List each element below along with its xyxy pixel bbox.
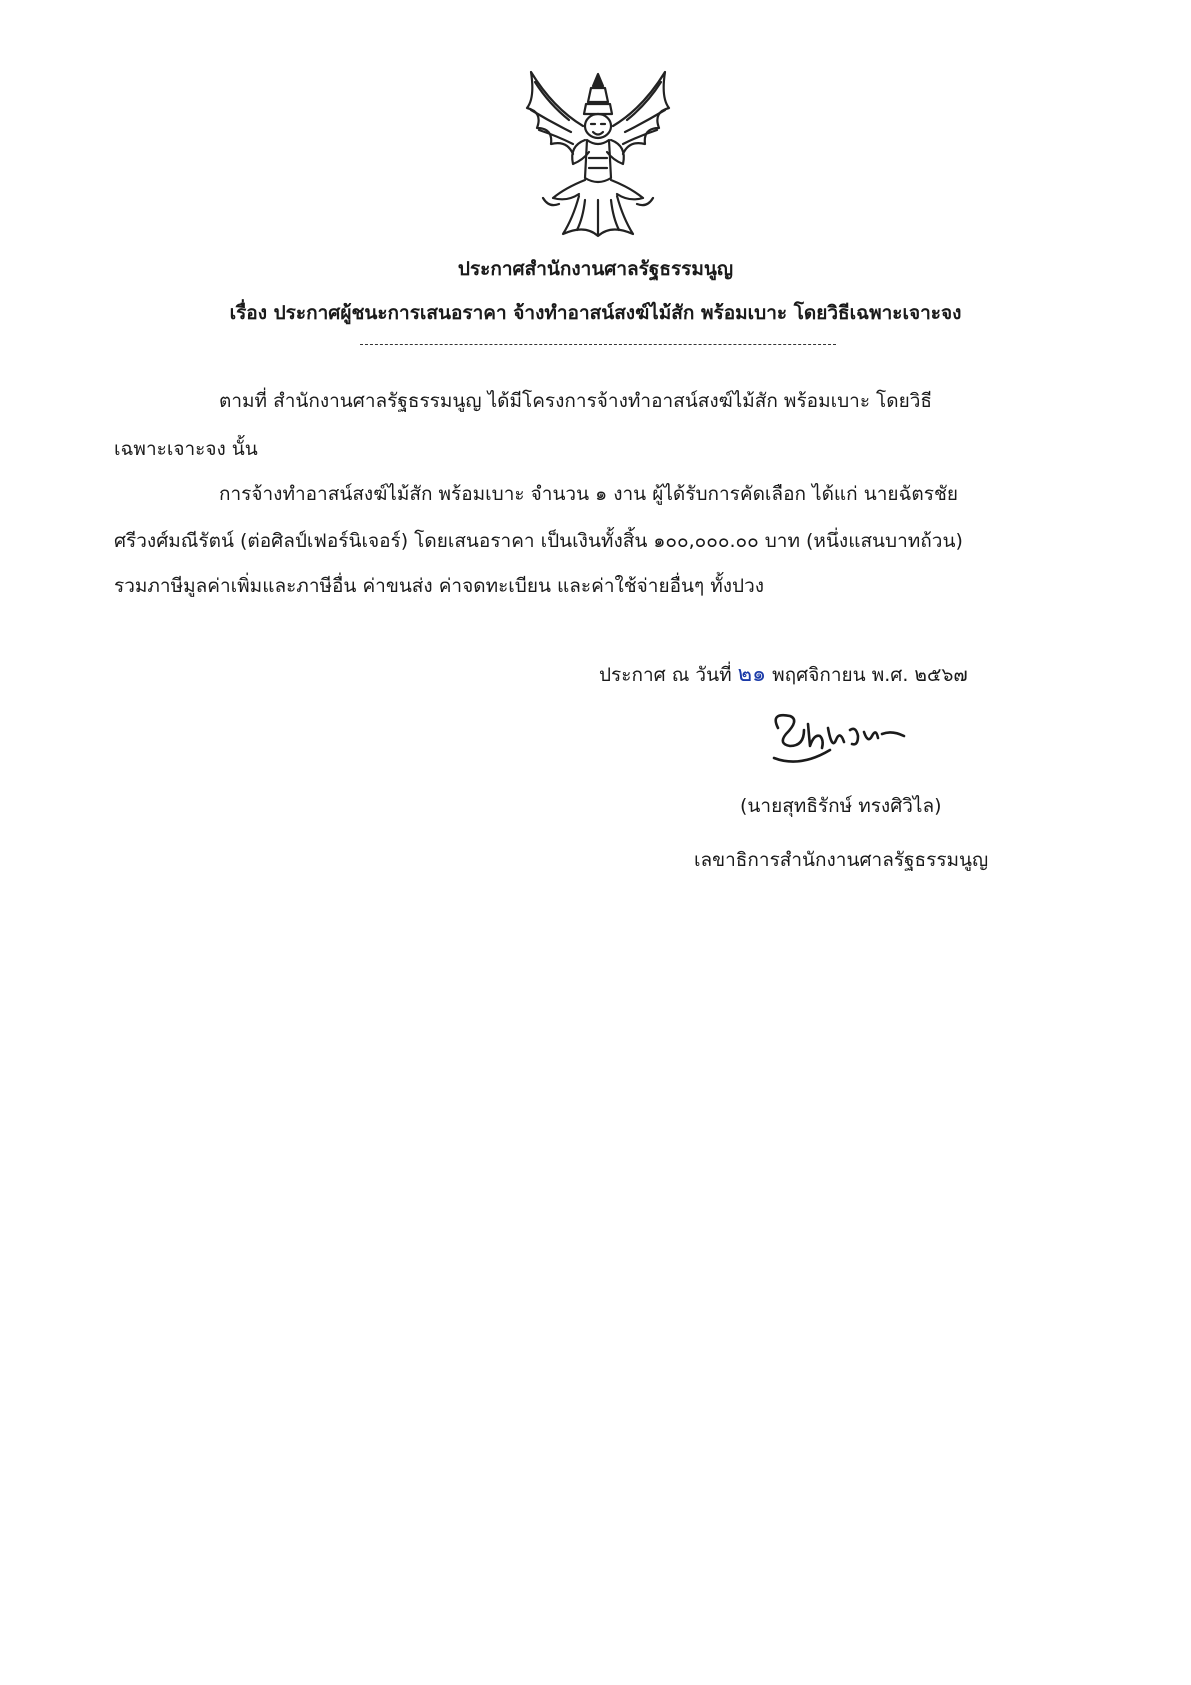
date-month-year: พฤศจิกายน พ.ศ. ๒๕๖๗ bbox=[772, 664, 968, 686]
announcement-date bbox=[599, 656, 968, 691]
signature-image bbox=[760, 706, 910, 774]
date-day: ๒๑ bbox=[737, 662, 767, 687]
paragraph-2-line-2: ศรีวงศ์มณีรัตน์ (ต่อศิลป์เฟอร์นิเจอร์) โดยเสนอราคา เป็นเงินทั้งสิ้น ๑๐๐,๐๐๐.๐๐ บาท (หนึ่งแสนบาทถ้วน) bbox=[114, 530, 963, 552]
paragraph-1-line-2: เฉพาะเจาะจง นั้น bbox=[114, 438, 258, 460]
signer-name: (นายสุทธิรักษ์ ทรงศิวิไล) bbox=[740, 795, 942, 817]
date-prefix: ประกาศ ณ วันที่ bbox=[599, 664, 732, 686]
paragraph-2-line-3: รวมภาษีมูลค่าเพิ่มและภาษีอื่น ค่าขนส่ง ค่าจดทะเบียน และค่าใช้จ่ายอื่นๆ ทั้งปวง bbox=[114, 575, 765, 597]
paragraph-2-line-1: การจ้างทำอาสน์สงฆ์ไม้สัก พร้อมเบาะ จำนวน ๑ งาน ผู้ได้รับการคัดเลือก ได้แก่ นายฉัตรชัย bbox=[219, 483, 959, 505]
document-subject: เรื่อง ประกาศผู้ชนะการเสนอราคา จ้างทำอาสน์สงฆ์ไม้สัก พร้อมเบาะ โดยวิธีเฉพาะเจาะจง bbox=[229, 302, 962, 324]
title-divider bbox=[360, 344, 836, 345]
paragraph-1-line-1: ตามที่ สำนักงานศาลรัฐธรรมนูญ ได้มีโครงการจ้างทำอาสน์สงฆ์ไม้สัก พร้อมเบาะ โดยวิธี bbox=[219, 390, 933, 412]
signer-position: เลขาธิการสำนักงานศาลรัฐธรรมนูญ bbox=[694, 849, 989, 871]
document-title: ประกาศสำนักงานศาลรัฐธรรมนูญ bbox=[457, 258, 734, 280]
garuda-emblem-icon bbox=[513, 68, 683, 240]
